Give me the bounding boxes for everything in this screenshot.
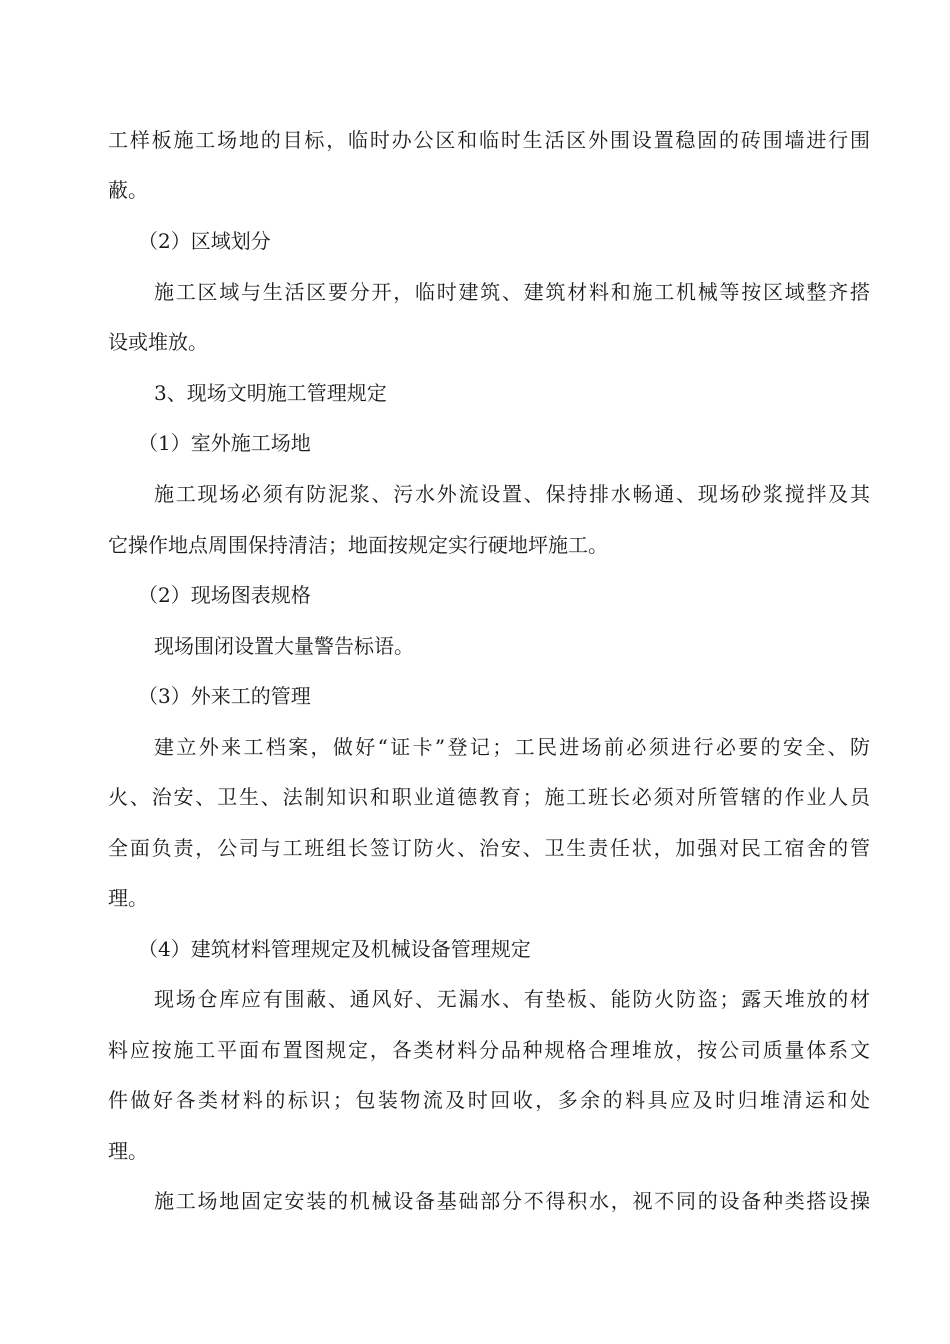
- paragraph-line: 件做好各类材料的标识；包装物流及时回收，多余的料具应及时归堆清运和处: [108, 1088, 870, 1112]
- section-heading: （4）建筑材料管理规定及机械设备管理规定: [138, 937, 531, 961]
- paragraph-line: 施工区域与生活区要分开，临时建筑、建筑材料和施工机械等按区域整齐搭: [154, 280, 870, 304]
- section-heading: （2）区域划分: [138, 229, 271, 253]
- paragraph-line: 它操作地点周围保持清洁；地面按规定实行硬地坪施工。: [108, 533, 608, 557]
- paragraph-line: 全面负责，公司与工班组长签订防火、治安、卫生责任状，加强对民工宿舍的管: [108, 836, 870, 860]
- paragraph-line: 建立外来工档案，做好“证卡”登记；工民进场前必须进行必要的安全、防: [154, 735, 870, 759]
- section-heading: （1）室外施工场地: [138, 431, 311, 455]
- paragraph-line: 料应按施工平面布置图规定，各类材料分品种规格合理堆放，按公司质量体系文: [108, 1038, 870, 1062]
- paragraph-line: 施工现场必须有防泥浆、污水外流设置、保持排水畅通、现场砂浆搅拌及其: [154, 482, 870, 506]
- paragraph-line: 工样板施工场地的目标，临时办公区和临时生活区外围设置稳固的砖围墙进行围: [108, 128, 870, 152]
- paragraph-line: 设或堆放。: [108, 330, 208, 354]
- paragraph-line: 施工场地固定安装的机械设备基础部分不得积水，视不同的设备种类搭设操: [154, 1189, 870, 1213]
- paragraph-line: 蔽。: [108, 178, 148, 202]
- paragraph-line: 火、治安、卫生、法制知识和职业道德教育；施工班长必须对所管辖的作业人员: [108, 785, 870, 809]
- paragraph-line: 现场围闭设置大量警告标语。: [154, 634, 414, 658]
- paragraph-line: 现场仓库应有围蔽、通风好、无漏水、有垫板、能防火防盗；露天堆放的材: [154, 987, 870, 1011]
- section-heading: 3、现场文明施工管理规定: [154, 381, 387, 405]
- section-heading: （3）外来工的管理: [138, 684, 311, 708]
- paragraph-line: 理。: [108, 1139, 148, 1163]
- paragraph-line: 理。: [108, 886, 148, 910]
- section-heading: （2）现场图表规格: [138, 583, 311, 607]
